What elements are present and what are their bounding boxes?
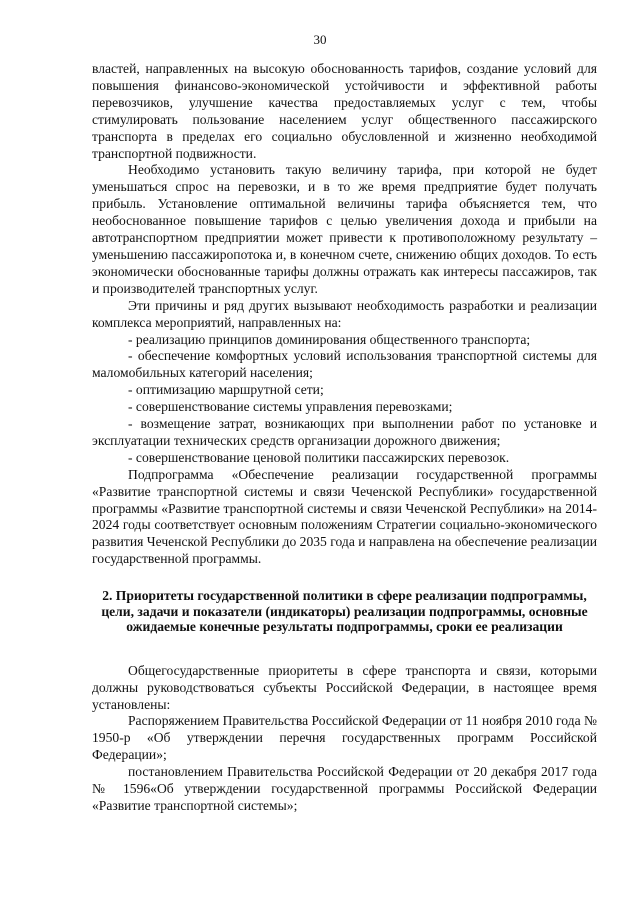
paragraph: Общегосударственные приоритеты в сфере транспорта и связи, которыми должны руководствоваться субъекты Российской Федерации, в настоящее время установлены: <box>92 662 597 712</box>
paragraph: властей, направленных на высокую обоснованность тарифов, создание условий для повышения финансово-экономической устойчивости и эффективной работы перевозчиков, улучшение качества предоставляемых услуг с тем, чтобы стимулировать пользование населением услуг общественного пассажирского транспорта в пределах его социально обусловленной и жизненно необходимой транспортной подвижности. <box>92 61 597 161</box>
list-item: - обеспечение комфортных условий использования транспортной системы для маломобильных категорий населения; <box>92 348 597 381</box>
list-item: - совершенствование системы управления перевозками; <box>128 399 453 415</box>
paragraph: постановлением Правительства Российской Федерации от 20 декабря 2017 года № 1596«Об утверждении государственной программы Российской Федерации «Развитие транспортной системы»; <box>92 764 597 813</box>
paragraph: Подпрограмма «Обеспечение реализации государственной программы «Развитие транспортной системы и связи Чеченской Республики» государственной программы «Развитие транспортной системы и связи Чеченской Республики» на 2014-2024 годы соответствует основным положениям Стратегии социально-экономического развития Чеченской Республики до 2035 года и направлена на обеспечение реализации государственной программы. <box>92 466 597 567</box>
list-item: - оптимизацию маршрутной сети; <box>128 382 324 398</box>
paragraph: Эти причины и ряд других вызывают необходимость разработки и реализации комплекса мероприятий, направленных на: <box>92 297 597 330</box>
list-item: - возмещение затрат, возникающих при выполнении работ по установке и эксплуатации технических средств организации дорожного движения; <box>92 416 597 448</box>
list-item: - реализацию принципов доминирования общественного транспорта; <box>128 331 531 347</box>
paragraph: Необходимо установить такую величину тарифа, при которой не будет уменьшаться спрос на перевозки, и в то же время предприятие будет получать прибыль. Установление оптимальной величины тарифа объясняется тем, что необоснованное повышение тарифов с целью увеличения дохода и прибыли на автотранспортном предприятии может привести к противоположному результату – уменьшению пассажиропотока и, в конечном счете, снижению общих доходов. То есть экономически обоснованные тарифы должны отражать как интересы пассажиров, так и производителей транспортных услуг. <box>92 162 597 296</box>
list-item: - совершенствование ценовой политики пассажирских перевозок. <box>128 449 510 465</box>
paragraph: Распоряжением Правительства Российской Федерации от 11 ноября 2010 года № 1950-р «Об утверждении перечня государственных программ Российской Федерации»; <box>92 713 597 763</box>
section-heading: 2. Приоритеты государственной политики в сфере реализации подпрограммы, цели, задачи и показатели (индикаторы) реализации подпрограммы, основные ожидаемые конечные результаты подпрограммы, сроки ее реализации <box>101 588 588 635</box>
page-number: 30 <box>313 32 327 47</box>
document-body <box>92 61 597 815</box>
